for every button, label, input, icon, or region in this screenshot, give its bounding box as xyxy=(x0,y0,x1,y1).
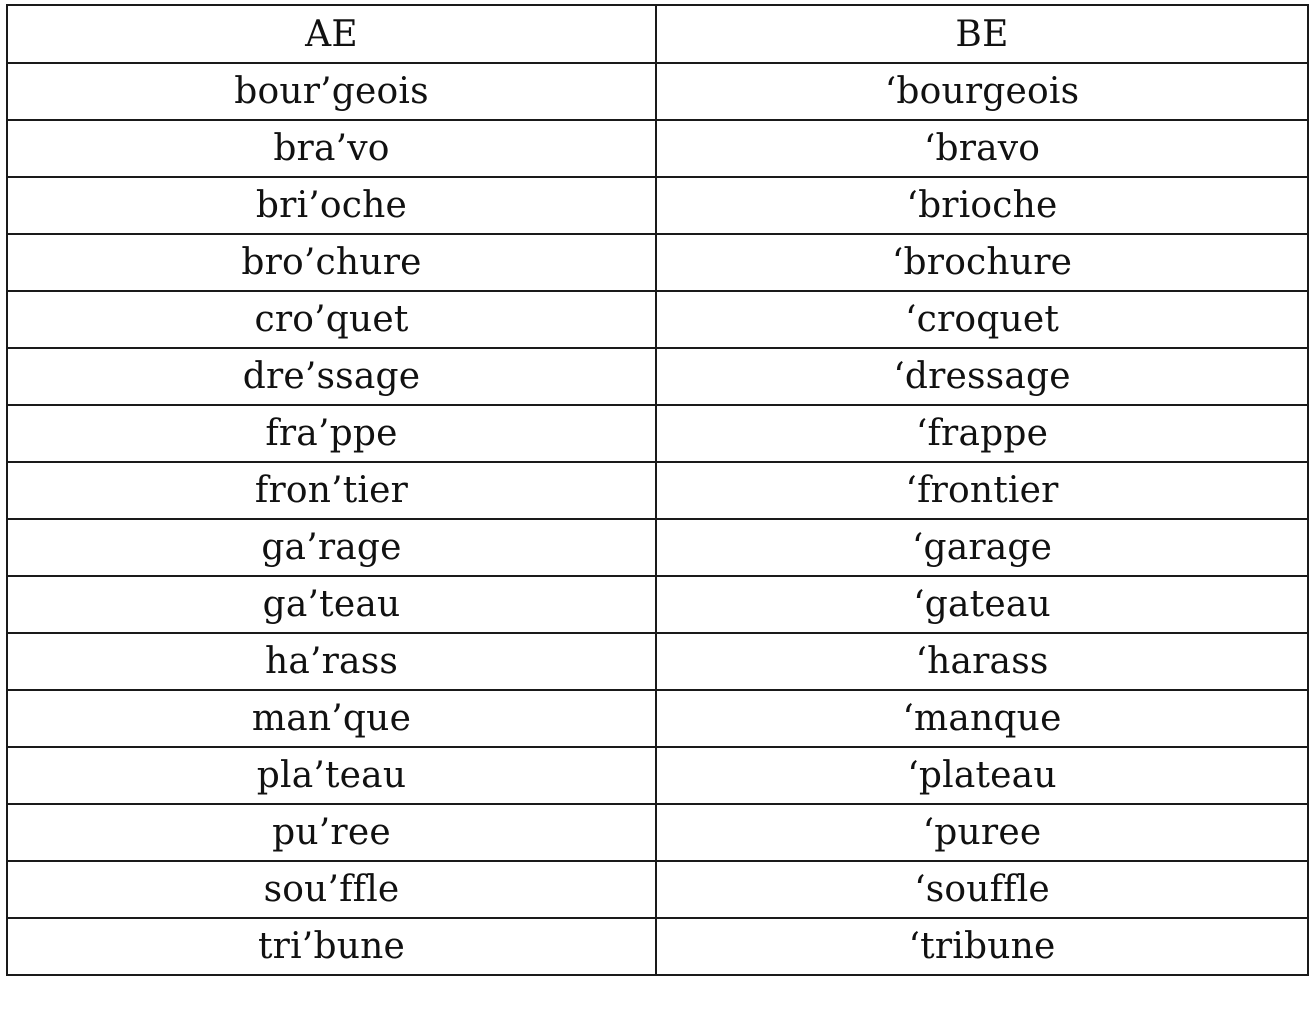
ae-cell: fron’tier xyxy=(7,462,656,519)
ae-cell: pla’teau xyxy=(7,747,656,804)
table-row xyxy=(7,405,1308,462)
table-row xyxy=(7,120,1308,177)
ae-cell: tri’bune xyxy=(7,918,656,975)
be-cell: ‘brochure xyxy=(656,234,1308,291)
be-cell: ‘plateau xyxy=(656,747,1308,804)
be-cell: ‘brioche xyxy=(656,177,1308,234)
ae-cell: ga’rage xyxy=(7,519,656,576)
table-row xyxy=(7,291,1308,348)
be-cell: ‘croquet xyxy=(656,291,1308,348)
table-row xyxy=(7,63,1308,120)
be-cell: ‘dressage xyxy=(656,348,1308,405)
ae-cell: sou’ffle xyxy=(7,861,656,918)
table-row xyxy=(7,348,1308,405)
be-cell: ‘harass xyxy=(656,633,1308,690)
column-header-be: BE xyxy=(656,5,1308,63)
ae-cell: dre’ssage xyxy=(7,348,656,405)
table-row xyxy=(7,576,1308,633)
be-cell: ‘tribune xyxy=(656,918,1308,975)
ae-cell: ga’teau xyxy=(7,576,656,633)
be-cell: ‘frappe xyxy=(656,405,1308,462)
table-row xyxy=(7,804,1308,861)
ae-cell: bri’oche xyxy=(7,177,656,234)
ae-cell: ha’rass xyxy=(7,633,656,690)
be-cell: ‘frontier xyxy=(656,462,1308,519)
header-row xyxy=(7,5,1308,63)
ae-cell: pu’ree xyxy=(7,804,656,861)
be-cell: ‘bourgeois xyxy=(656,63,1308,120)
be-cell: ‘souffle xyxy=(656,861,1308,918)
table-row xyxy=(7,747,1308,804)
table-row xyxy=(7,519,1308,576)
table-row xyxy=(7,633,1308,690)
table-row xyxy=(7,690,1308,747)
ae-cell: fra’ppe xyxy=(7,405,656,462)
be-cell: ‘garage xyxy=(656,519,1308,576)
ae-cell: bour’geois xyxy=(7,63,656,120)
ae-cell: cro’quet xyxy=(7,291,656,348)
stress-comparison-table xyxy=(6,4,1309,976)
column-header-ae: AE xyxy=(7,5,656,63)
table-row xyxy=(7,177,1308,234)
table-row xyxy=(7,861,1308,918)
be-cell: ‘gateau xyxy=(656,576,1308,633)
table-row xyxy=(7,234,1308,291)
stress-comparison-table-container xyxy=(6,4,1307,976)
ae-cell: man’que xyxy=(7,690,656,747)
ae-cell: bra’vo xyxy=(7,120,656,177)
be-cell: ‘puree xyxy=(656,804,1308,861)
be-cell: ‘bravo xyxy=(656,120,1308,177)
be-cell: ‘manque xyxy=(656,690,1308,747)
table-row xyxy=(7,918,1308,975)
table-row xyxy=(7,462,1308,519)
ae-cell: bro’chure xyxy=(7,234,656,291)
